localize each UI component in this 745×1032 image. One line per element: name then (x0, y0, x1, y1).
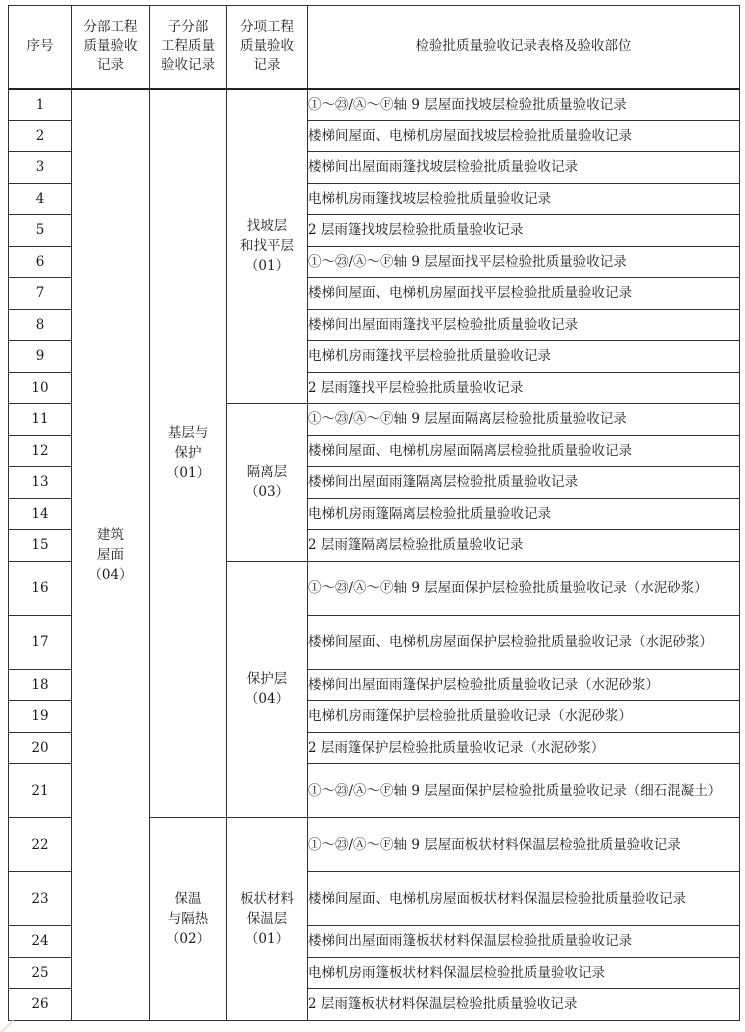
row-number: 19 (9, 701, 72, 733)
row-number: 7 (9, 278, 72, 310)
row-number: 21 (9, 764, 72, 818)
batch-description: 2 层雨篷找平层检验批质量验收记录 (308, 372, 740, 404)
row-number: 4 (9, 183, 72, 215)
item-cell-slope-leveling: 找坡层 和找平层 （01） (227, 89, 308, 404)
batch-description: 楼梯间出屋面雨篷找坡层检验批质量验收记录 (308, 152, 740, 184)
batch-description: 楼梯间出屋面雨篷保护层检验批质量验收记录（水泥砂浆） (308, 669, 740, 701)
item-cell-isolation: 隔离层 （03） (227, 404, 308, 562)
header-batch: 检验批质量验收记录表格及验收部位 (308, 6, 740, 89)
inspection-batch-table (8, 5, 740, 1021)
batch-description: ①～㉓/Ⓐ～Ⓕ轴 9 层屋面保护层检验批质量验收记录（细石混凝土） (308, 764, 740, 818)
row-number: 9 (9, 341, 72, 373)
table-row (9, 89, 740, 121)
batch-description: 楼梯间屋面、电梯机房屋面保护层检验批质量验收记录（水泥砂浆） (308, 615, 740, 669)
batch-description: 楼梯间屋面、电梯机房屋面找平层检验批质量验收记录 (308, 278, 740, 310)
row-number: 10 (9, 372, 72, 404)
batch-description: 楼梯间出屋面雨篷隔离层检验批质量验收记录 (308, 467, 740, 499)
batch-description: ①～㉓/Ⓐ～Ⓕ轴 9 层屋面隔离层检验批质量验收记录 (308, 404, 740, 436)
header-item: 分项工程 质量验收 记录 (227, 6, 308, 89)
batch-description: ①～㉓/Ⓐ～Ⓕ轴 9 层屋面保护层检验批质量验收记录（水泥砂浆） (308, 561, 740, 615)
row-number: 1 (9, 89, 72, 121)
batch-description: 2 层雨篷隔离层检验批质量验收记录 (308, 530, 740, 562)
row-number: 25 (9, 957, 72, 989)
batch-description: 楼梯间屋面、电梯机房屋面隔离层检验批质量验收记录 (308, 435, 740, 467)
item-cell-protection: 保护层 （04） (227, 561, 308, 818)
row-number: 11 (9, 404, 72, 436)
batch-description: 电梯机房雨篷隔离层检验批质量验收记录 (308, 498, 740, 530)
division-cell: 建筑 屋面 （04） (72, 89, 150, 1021)
row-number: 3 (9, 152, 72, 184)
batch-description: 电梯机房雨篷板状材料保温层检验批质量验收记录 (308, 957, 740, 989)
row-number: 8 (9, 309, 72, 341)
header-division: 分部工程 质量验收 记录 (72, 6, 150, 89)
subdivision-cell-insulation: 保温 与隔热 （02） (150, 818, 227, 1021)
item-cell-board-insulation: 板状材料 保温层 （01） (227, 818, 308, 1021)
batch-description: 电梯机房雨篷找平层检验批质量验收记录 (308, 341, 740, 373)
batch-description: 楼梯间屋面、电梯机房屋面找坡层检验批质量验收记录 (308, 120, 740, 152)
batch-description: 楼梯间屋面、电梯机房屋面板状材料保温层检验批质量验收记录 (308, 872, 740, 926)
batch-description: 楼梯间出屋面雨篷板状材料保温层检验批质量验收记录 (308, 926, 740, 958)
row-number: 17 (9, 615, 72, 669)
header-no: 序号 (9, 6, 72, 89)
row-number: 5 (9, 215, 72, 247)
batch-description: ①～㉓/Ⓐ～Ⓕ轴 9 层屋面找坡层检验批质量验收记录 (308, 89, 740, 121)
row-number: 16 (9, 561, 72, 615)
row-number: 12 (9, 435, 72, 467)
row-number: 13 (9, 467, 72, 499)
batch-description: ①～㉓/Ⓐ～Ⓕ轴 9 层屋面板状材料保温层检验批质量验收记录 (308, 818, 740, 872)
row-number: 2 (9, 120, 72, 152)
row-number: 18 (9, 669, 72, 701)
batch-description: 2 层雨篷找坡层检验批质量验收记录 (308, 215, 740, 247)
row-number: 14 (9, 498, 72, 530)
row-number: 20 (9, 732, 72, 764)
batch-description: 楼梯间出屋面雨篷找平层检验批质量验收记录 (308, 309, 740, 341)
batch-description: ①～㉓/Ⓐ～Ⓕ轴 9 层屋面找平层检验批质量验收记录 (308, 246, 740, 278)
batch-description: 2 层雨篷保护层检验批质量验收记录（水泥砂浆） (308, 732, 740, 764)
batch-description: 电梯机房雨篷找坡层检验批质量验收记录 (308, 183, 740, 215)
page-curl-mark (0, 1020, 14, 1032)
batch-description: 2 层雨篷板状材料保温层检验批质量验收记录 (308, 989, 740, 1021)
row-number: 22 (9, 818, 72, 872)
batch-description: 电梯机房雨篷保护层检验批质量验收记录（水泥砂浆） (308, 701, 740, 733)
row-number: 6 (9, 246, 72, 278)
row-number: 15 (9, 530, 72, 562)
row-number: 23 (9, 872, 72, 926)
header-subdivision: 子分部 工程质量 验收记录 (150, 6, 227, 89)
row-number: 26 (9, 989, 72, 1021)
row-number: 24 (9, 926, 72, 958)
subdivision-cell-base-protection: 基层与 保护 （01） (150, 89, 227, 818)
